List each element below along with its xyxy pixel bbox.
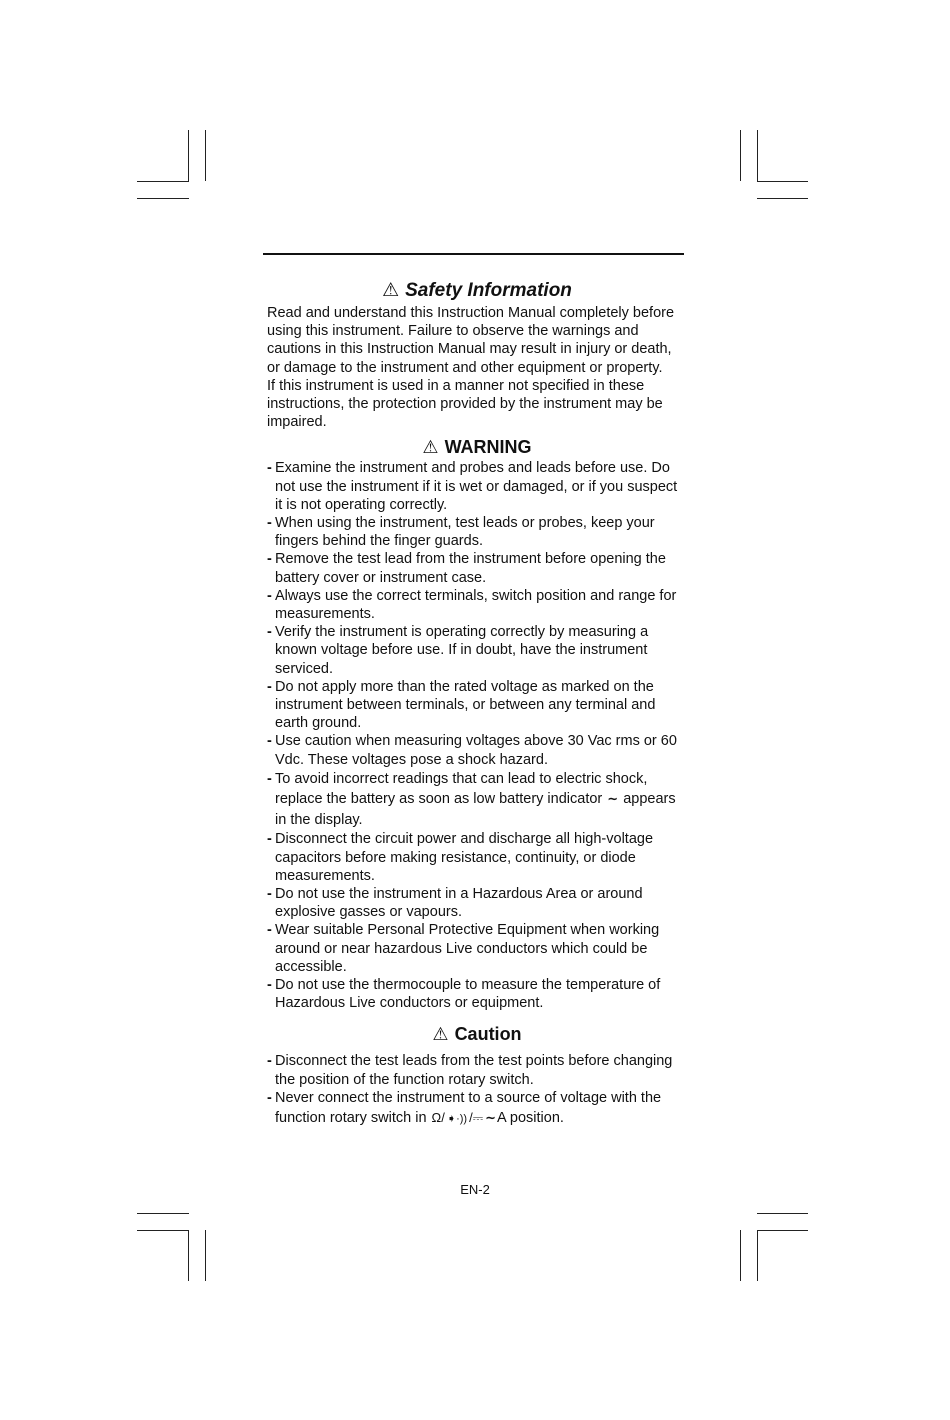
crop-mark xyxy=(205,130,206,181)
list-item: - Do not use the thermocouple to measure the temperature of Hazardous Live conductors or equipment. xyxy=(267,977,661,1012)
crop-mark xyxy=(757,1230,758,1281)
caution-heading: ⚠ Caution xyxy=(432,1024,522,1045)
warning-heading: ⚠ WARNING xyxy=(422,437,532,458)
crop-mark xyxy=(188,130,189,181)
list-item: - Remove the test lead from the instrument before opening the battery cover or instrument case. xyxy=(267,551,666,586)
diode-continuity-icon: ➧·)) xyxy=(446,1113,468,1126)
crop-mark xyxy=(188,1230,189,1281)
ohm-icon: Ω/ xyxy=(431,1110,445,1126)
warning-triangle-icon: ⚠ xyxy=(432,1024,449,1045)
crop-mark xyxy=(757,1230,808,1231)
list-item: - When using the instrument, test leads or probes, keep your fingers behind the finger guards. xyxy=(267,515,655,550)
list-item: - Wear suitable Personal Protective Equipment when working around or near hazardous Live conductors which could be accessible. xyxy=(267,922,660,975)
list-item: - Always use the correct terminals, switch position and range for measurements. xyxy=(267,587,677,623)
crop-mark xyxy=(137,1213,189,1214)
caution-list xyxy=(267,1052,687,1129)
crop-mark xyxy=(137,1230,189,1231)
crop-mark xyxy=(740,1230,741,1281)
warning-triangle-icon: ⚠ xyxy=(422,437,439,458)
crop-mark xyxy=(757,181,808,182)
page-title: ⚠ Safety Information xyxy=(267,278,687,304)
crop-mark xyxy=(757,198,808,199)
list-item: - Disconnect the test leads from the test points before changing the position of the function rotary switch. xyxy=(267,1053,673,1088)
ac-icon: ∼ xyxy=(485,1110,497,1126)
list-item: - To avoid incorrect readings that can lead to electric shock, replace the battery as soon as low battery indicator ∼ appears in the display. xyxy=(267,770,676,828)
crop-mark xyxy=(137,198,189,199)
list-item: - Examine the instrument and probes and leads before use. Do not use the instrument if it is wet or damaged, or if you suspect it is not operating correctly. xyxy=(267,460,678,513)
warning-triangle-icon: ⚠ xyxy=(382,280,400,301)
list-item: - Disconnect the circuit power and discharge all high-voltage capacitors before making resistance, continuity, or diode measurements. xyxy=(267,831,654,884)
list-item: - Do not apply more than the rated voltage as marked on the instrument between terminals, or between any terminal and earth ground. xyxy=(267,678,656,732)
low-battery-indicator-icon: ∼ xyxy=(607,791,619,807)
crop-mark xyxy=(740,130,741,181)
crop-mark xyxy=(757,1213,808,1214)
list-item: - Never connect the instrument to a source of voltage with the function rotary switch in Ω/ ➧·)) /⎓ ∼A position. xyxy=(267,1089,687,1130)
crop-mark xyxy=(757,130,758,181)
intro-paragraph: If this instrument is used in a manner not specified in these instructions, the protection provided by the instrument may be impaired. xyxy=(267,377,663,431)
page-number: EN-2 xyxy=(460,1182,490,1197)
safety-content xyxy=(267,278,687,1130)
crop-mark xyxy=(137,181,189,182)
header-rule xyxy=(263,253,684,255)
intro-paragraph: Read and understand this Instruction Manual completely before using this instrument. Failure to observe the warnings and cautions in this Instruction Manual may result in injury or death, or damage to the instrument and other equipment or property. xyxy=(267,305,675,376)
list-item: - Use caution when measuring voltages above 30 Vac rms or 60 Vdc. These voltages pose a shock hazard. xyxy=(267,733,677,768)
warning-list xyxy=(267,459,687,1012)
list-item: - Verify the instrument is operating correctly by measuring a known voltage before use. If in doubt, have the instrument serviced. xyxy=(267,624,649,677)
list-item: - Do not use the instrument in a Hazardous Area or around explosive gasses or vapours. xyxy=(267,885,643,921)
dc-icon: /⎓ xyxy=(469,1110,484,1126)
crop-mark xyxy=(205,1230,206,1281)
